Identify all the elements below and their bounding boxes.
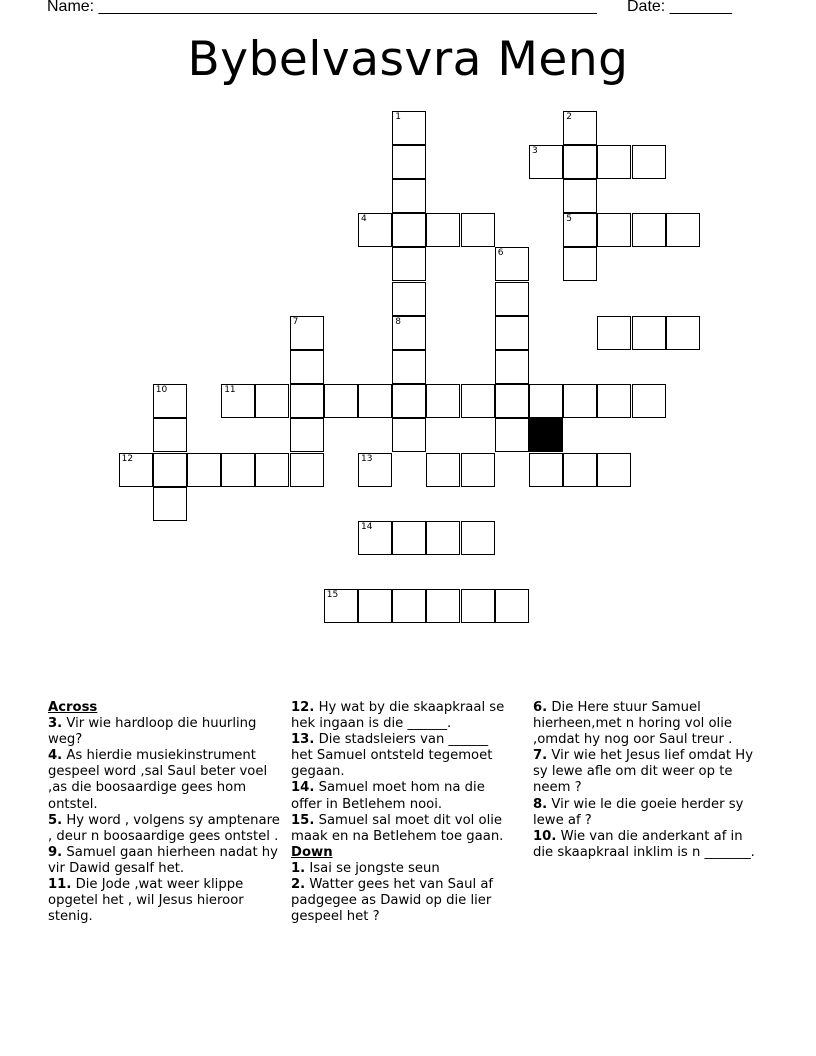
crossword-cell[interactable] [187, 453, 221, 487]
crossword-cell[interactable] [563, 247, 597, 281]
clue-across-4: 4. As hierdie musiekinstrument gespeel word ,sal Saul beter voel ,as die boosaardige gees hom ontstel. [48, 748, 268, 812]
clue-down-7: 7. Vir wie het Jesus lief omdat Hy sy lewe afle om dit weer op te neem ? [533, 748, 753, 796]
crossword-cell[interactable] [563, 111, 597, 145]
crossword-cell[interactable] [392, 589, 426, 623]
crossword-cell[interactable] [119, 453, 153, 487]
date-field-label: Date: _______ [627, 0, 732, 15]
crossword-cell[interactable] [392, 316, 426, 350]
clue-across-3: 3. Vir wie hardloop die huurling weg? [48, 716, 257, 748]
clue-number: 2 [566, 111, 572, 122]
clue-number: 11 [224, 385, 236, 396]
clue-across-15: 15. Samuel sal moet dit vol olie maak en na Betlehem toe gaan. [291, 812, 504, 844]
crossword-cell[interactable] [632, 213, 666, 247]
crossword-cell[interactable] [632, 316, 666, 350]
crossword-cell[interactable] [632, 145, 666, 179]
clue-down-10: 10. Wie van die anderkant af in die skaapkraal inklim is n _______. [533, 828, 755, 860]
crossword-cell[interactable] [392, 282, 426, 316]
crossword-cell[interactable] [392, 111, 426, 145]
crossword-cell[interactable] [290, 350, 324, 384]
crossword-cell[interactable] [221, 384, 255, 418]
crossword-cell[interactable] [255, 384, 289, 418]
crossword-cell[interactable] [495, 350, 529, 384]
down-heading: Down [291, 844, 333, 860]
across-heading: Across [48, 700, 98, 715]
crossword-cell[interactable] [290, 453, 324, 487]
crossword-cell[interactable] [563, 179, 597, 213]
clue-number: 7 [292, 316, 299, 327]
clue-number: 1 [395, 111, 401, 122]
black-cell [529, 418, 563, 452]
clue-number: 12 [121, 453, 134, 464]
crossword-cell[interactable] [153, 418, 187, 452]
clue-number: 8 [395, 316, 401, 327]
crossword-cell[interactable] [358, 384, 392, 418]
crossword-cell[interactable] [461, 453, 495, 487]
crossword-cell[interactable] [461, 384, 495, 418]
crossword-cell[interactable] [461, 589, 495, 623]
crossword-cell[interactable] [358, 589, 392, 623]
clue-number: 15 [326, 590, 339, 601]
crossword-cell[interactable] [426, 453, 460, 487]
crossword-cell[interactable] [563, 384, 597, 418]
crossword-cell[interactable] [358, 453, 392, 487]
crossword-cell[interactable] [461, 521, 495, 555]
crossword-cell[interactable] [392, 247, 426, 281]
crossword-cell[interactable] [529, 145, 563, 179]
crossword-cell[interactable] [426, 384, 460, 418]
crossword-cell[interactable] [392, 521, 426, 555]
crossword-cell[interactable] [632, 384, 666, 418]
clue-down-6: 6. Die Here stuur Samuel hierheen,met n horing vol olie ,omdat hy nog oor Saul treur . [533, 700, 733, 748]
crossword-cell[interactable] [392, 384, 426, 418]
clue-number: 10 [155, 385, 168, 396]
crossword-cell[interactable] [563, 213, 597, 247]
crossword-cell[interactable] [392, 418, 426, 452]
clue-number: 5 [566, 214, 572, 225]
crossword-cell[interactable] [290, 384, 324, 418]
clue-down-1: 1. Isai se jongste seun [291, 860, 440, 876]
crossword-cell[interactable] [495, 418, 529, 452]
crossword-cell[interactable] [495, 282, 529, 316]
crossword-cell[interactable] [392, 145, 426, 179]
crossword-cell[interactable] [495, 247, 529, 281]
crossword-cell[interactable] [392, 179, 426, 213]
crossword-cell[interactable] [358, 521, 392, 555]
name-field-label: Name: ________________________________________________________ [47, 0, 597, 15]
clue-across-14: 14. Samuel moet hom na die offer in Betlehem nooi. [291, 780, 485, 812]
clue-across-5: 5. Hy word , volgens sy amptenare , deur n boosaardige gees ontstel . [48, 812, 280, 844]
crossword-cell[interactable] [495, 384, 529, 418]
clue-across-9: 9. Samuel gaan hierheen nadat hy vir Dawid gesalf het. [48, 844, 278, 876]
clue-across-13: 13. Die stadsleiers van ______ het Samuel ontsteld tegemoet gegaan. [291, 732, 493, 780]
crossword-cell[interactable] [153, 487, 187, 521]
clue-column-2 [291, 700, 513, 925]
crossword-cell[interactable] [495, 589, 529, 623]
clue-number: 3 [532, 145, 538, 156]
crossword-cell[interactable] [290, 418, 324, 452]
crossword-cell[interactable] [597, 316, 631, 350]
clue-number: 13 [361, 453, 373, 464]
clue-column-3 [533, 700, 758, 861]
clue-number: 4 [361, 214, 367, 225]
crossword-cell[interactable] [221, 453, 255, 487]
crossword-cell[interactable] [461, 213, 495, 247]
crossword-cell[interactable] [324, 384, 358, 418]
clue-number: 6 [497, 248, 504, 259]
clue-across-12: 12. Hy wat by die skaapkraal se hek ingaan is die ______. [291, 700, 505, 732]
crossword-cell[interactable] [666, 316, 700, 350]
crossword-cell[interactable] [597, 384, 631, 418]
crossword-cell[interactable] [290, 316, 324, 350]
crossword-cell[interactable] [153, 453, 187, 487]
crossword-cell[interactable] [597, 453, 631, 487]
page-title: Bybelvasvra Meng [187, 32, 629, 87]
crossword-cell[interactable] [392, 350, 426, 384]
crossword-cell[interactable] [358, 213, 392, 247]
crossword-cell[interactable] [426, 521, 460, 555]
crossword-cell[interactable] [255, 453, 289, 487]
crossword-cell[interactable] [529, 384, 563, 418]
crossword-cell[interactable] [153, 384, 187, 418]
clue-down-2: 2. Watter gees het van Saul af padgegee as Dawid op die lier gespeel het ? [291, 877, 494, 925]
crossword-cell[interactable] [529, 453, 563, 487]
clue-down-8: 8. Vir wie le die goeie herder sy lewe af ? [533, 796, 744, 828]
crossword-cell[interactable] [426, 213, 460, 247]
clue-across-11: 11. Die Jode ,wat weer klippe opgetel het , wil Jesus hieroor stenig. [48, 877, 244, 925]
crossword-cell[interactable] [495, 316, 529, 350]
crossword-cell[interactable] [324, 589, 358, 623]
crossword-cell[interactable] [563, 145, 597, 179]
crossword-cell[interactable] [392, 213, 426, 247]
crossword-cell[interactable] [563, 453, 597, 487]
clue-column-1 [48, 700, 284, 925]
crossword-cell[interactable] [597, 213, 631, 247]
crossword-cell[interactable] [426, 589, 460, 623]
crossword-cell[interactable] [597, 145, 631, 179]
clue-number: 14 [361, 522, 373, 532]
crossword-cell[interactable] [666, 213, 700, 247]
